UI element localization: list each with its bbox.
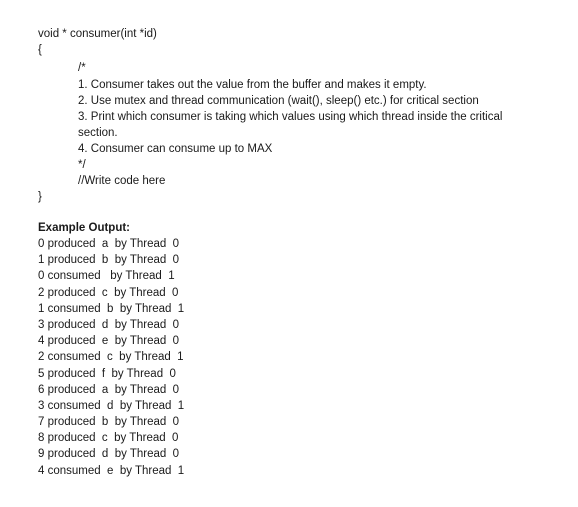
output-line: 1 consumed b by Thread 1 <box>38 302 185 315</box>
output-line: 1 produced b by Thread 0 <box>38 254 180 267</box>
output-line: 3 produced d by Thread 0 <box>38 318 180 331</box>
instruction-item: 3. Print which consumer is taking which values using which thread inside the critical section. <box>78 111 503 139</box>
open-brace: { <box>38 44 42 56</box>
close-brace: } <box>38 191 42 203</box>
output-line: 8 produced c by Thread 0 <box>38 432 179 445</box>
example-output-title: Example Output: <box>38 222 131 234</box>
output-line: 4 consumed e by Thread 1 <box>38 464 185 477</box>
output-line: 7 produced b by Thread 0 <box>38 416 180 429</box>
output-line: 9 produced d by Thread 0 <box>38 448 180 461</box>
todo-comment: //Write code here <box>78 175 166 187</box>
output-line: 6 produced a by Thread 0 <box>38 383 180 396</box>
output-line: 0 consumed by Thread 1 <box>38 270 175 283</box>
output-line: 3 consumed d by Thread 1 <box>38 399 185 412</box>
output-line: 5 produced f by Thread 0 <box>38 367 176 380</box>
output-line: 2 produced c by Thread 0 <box>38 286 179 299</box>
comment-open: /* <box>78 62 86 74</box>
instruction-item: 4. Consumer can consume up to MAX <box>78 143 273 155</box>
instruction-item: 1. Consumer takes out the value from the buffer and makes it empty. <box>78 79 427 91</box>
output-line: 2 consumed c by Thread 1 <box>38 351 184 364</box>
instruction-item: 2. Use mutex and thread communication (wait(), sleep() etc.) for critical section <box>78 95 479 107</box>
output-line: 4 produced e by Thread 0 <box>38 335 180 348</box>
comment-close: */ <box>78 159 86 171</box>
output-line: 0 produced a by Thread 0 <box>38 238 180 250</box>
output-lines <box>38 236 184 479</box>
function-signature: void * consumer(int *id) <box>38 28 157 40</box>
